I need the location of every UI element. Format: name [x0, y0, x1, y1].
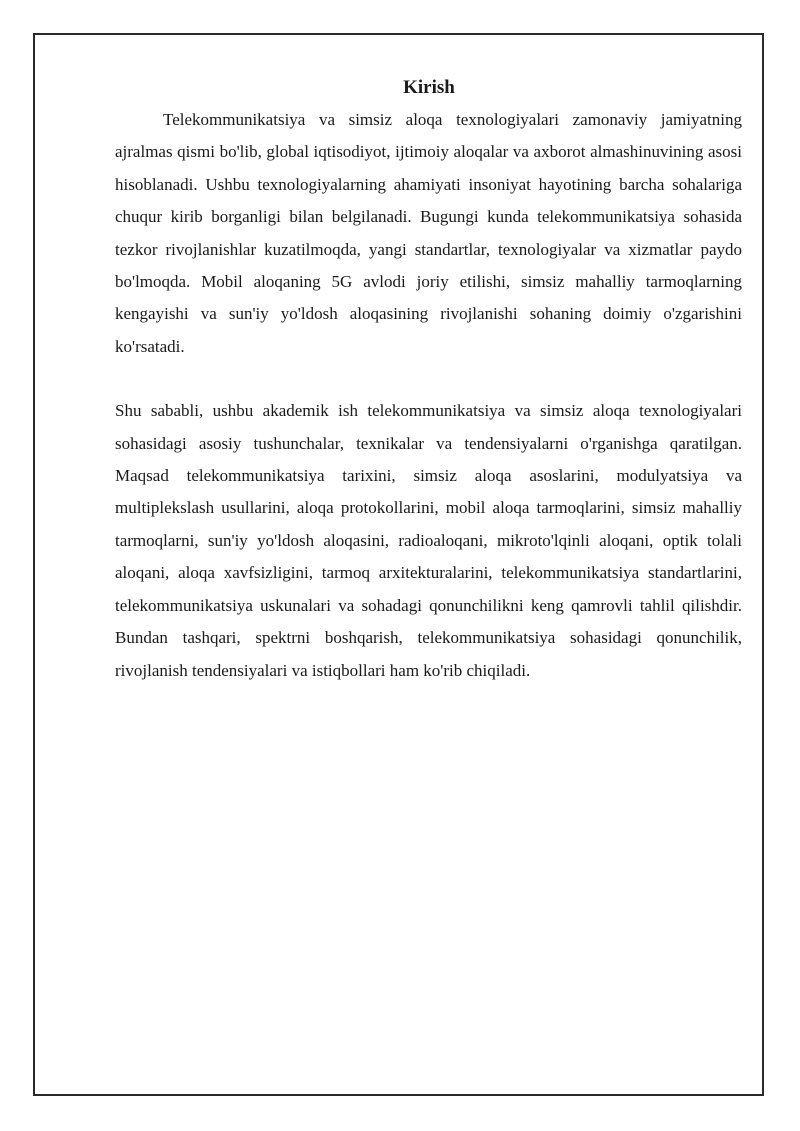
page-title: Kirish [403, 77, 455, 98]
paragraph-purpose: Shu sababli, ushbu akademik ish telekommunikatsiya va simsiz aloqa texnologiyalari sohasidagi asosiy tushunchalar, texnikalar va tendensiyalarni o'rganishga qaratilgan. Maqsad telekommunikatsiya tarixini, simsiz aloqa asoslarini, modulyatsiya va multiplekslash usullarini, aloqa protokollarini, mobil aloqa tarmoqlarini, simsiz mahalliy tarmoqlarni, sun'iy yo'ldosh aloqasini, radioaloqani, mikroto'lqinli aloqani, optik tolali aloqani, aloqa xavfsizligini, tarmoq arxitekturalarini, telekommunikatsiya standartlarini, telekommunikatsiya uskunalari va sohadagi qonunchilikni keng qamrovli tahlil qilishdir. Bundan tashqari, spektrni boshqarish, telekommunikatsiya sohasidagi qonunchilik, rivojlanish tendensiyalari va istiqbollari ham ko'rib chiqiladi. [115, 401, 742, 680]
document-body [115, 74, 742, 687]
paragraph-intro: Telekommunikatsiya va simsiz aloqa texnologiyalari zamonaviy jamiyatning ajralmas qismi bo'lib, global iqtisodiyot, ijtimoiy aloqalar va axborot almashinuvining asosi hisoblanadi. Ushbu texnologiyalarning ahamiyati insoniyat hayotining barcha sohalariga chuqur kirib borganligi bilan belgilanadi. Bugungi kunda telekommunikatsiya sohasida tezkor rivojlanishlar kuzatilmoqda, yangi standartlar, texnologiyalar va xizmatlar paydo bo'lmoqda. Mobil aloqaning 5G avlodi joriy etilishi, simsiz mahalliy tarmoqlarning kengayishi va sun'iy yo'ldosh aloqasining rivojlanishi sohaning doimiy o'zgarishini ko'rsatadi. [115, 110, 742, 356]
paragraph-spacer [115, 363, 742, 395]
